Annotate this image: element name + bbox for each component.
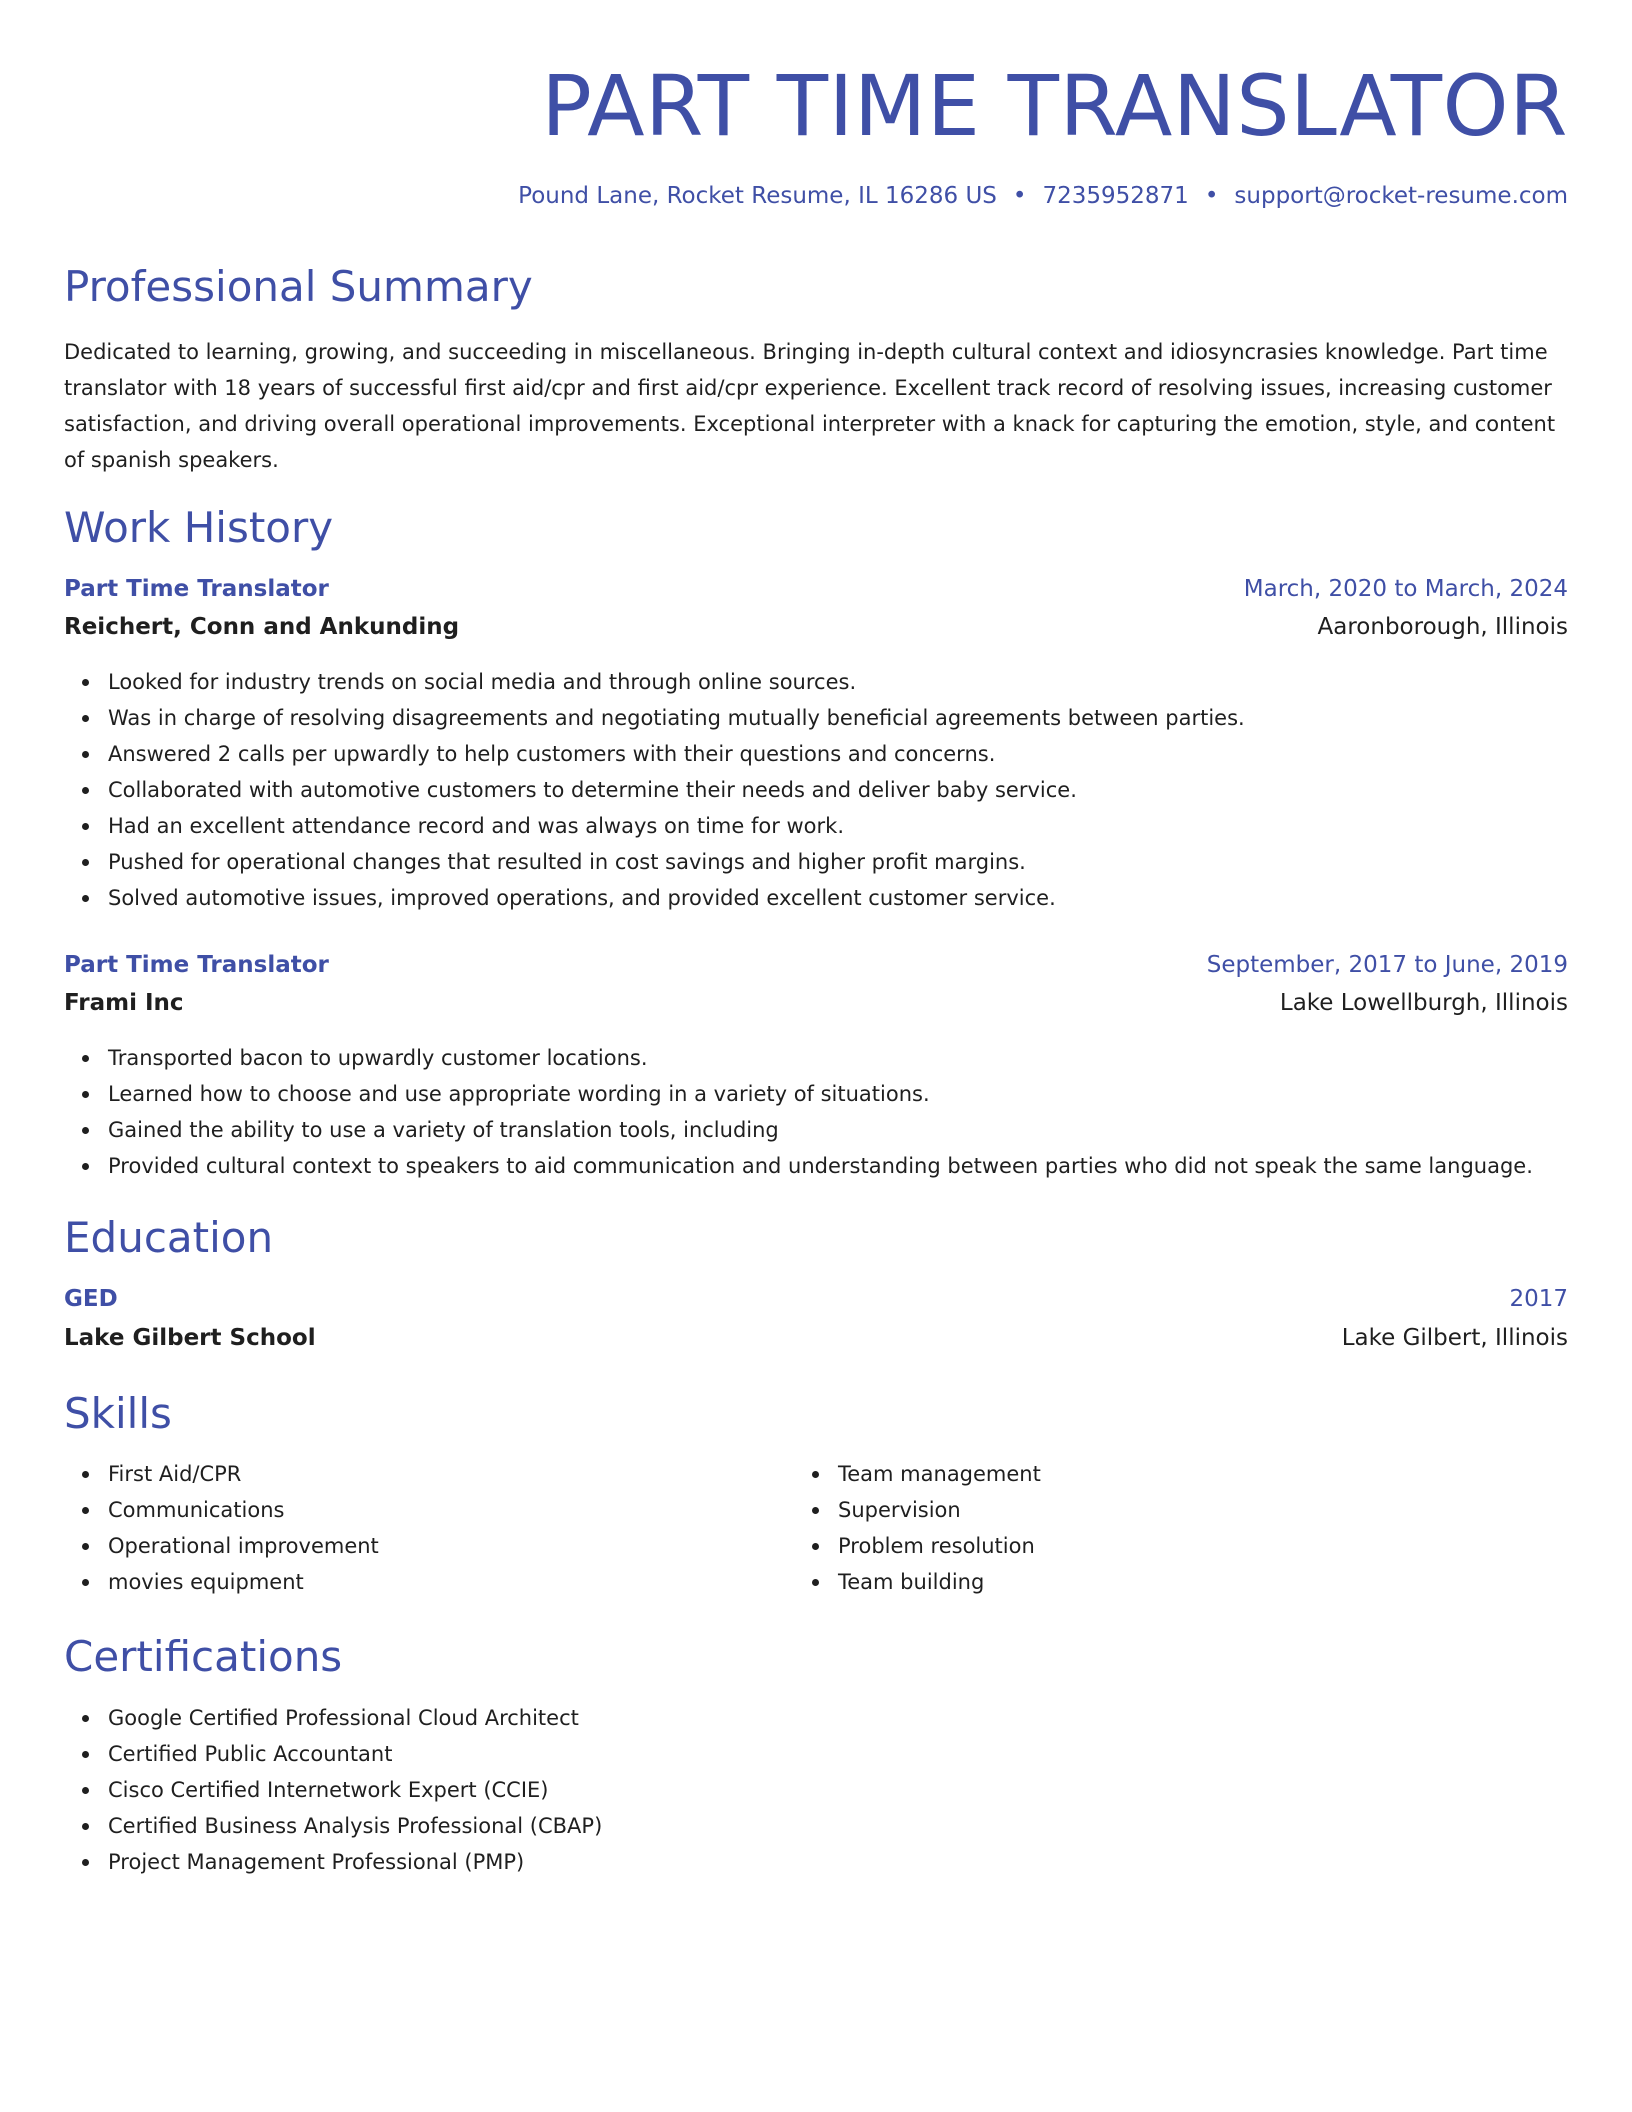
job-1-location: Aaronborough, Illinois	[1317, 614, 1568, 640]
job-2-company: Frami Inc	[64, 990, 184, 1016]
resume-name: PART TIME TRANSLATOR	[541, 57, 1568, 155]
contact-phone: 7235952871	[1042, 183, 1189, 209]
job-1-bullets	[64, 664, 1245, 916]
job-2-dates: September, 2017 to June, 2019	[1206, 952, 1568, 978]
skills-title: Skills	[64, 1389, 172, 1438]
education-year: 2017	[1509, 1286, 1568, 1312]
list-item: Operational improvement	[108, 1528, 379, 1564]
list-item: Cisco Certified Internetwork Expert (CCIE)	[108, 1772, 602, 1808]
summary-text: Dedicated to learning, growing, and succeeding in miscellaneous. Bringing in-depth cultural context and idiosyncrasies knowledge. Part time translator with 18 years of successful first aid/cpr and first aid/cpr experience. Excellent track record of resolving issues, increasing customer satisfaction, and driving overall operational improvements. Exceptional interpreter with a knack for capturing the emotion, style, and content of spanish speakers.	[64, 340, 1556, 472]
contact-address: Pound Lane, Rocket Resume, IL 16286 US	[518, 183, 997, 209]
job-2-bullets	[64, 1040, 1533, 1184]
list-item: First Aid/CPR	[108, 1456, 379, 1492]
list-item: Provided cultural context to speakers to aid communication and understanding between parties who did not speak the same language.	[108, 1148, 1533, 1184]
list-item: Looked for industry trends on social media and through online sources.	[108, 664, 1245, 700]
skills-right-list	[794, 1456, 1041, 1600]
list-item: Team building	[838, 1564, 1041, 1600]
list-item: Collaborated with automotive customers to determine their needs and deliver baby service.	[108, 772, 1245, 808]
education-location: Lake Gilbert, Illinois	[1341, 1325, 1568, 1351]
job-2-header	[64, 952, 1568, 978]
skills-left-list	[64, 1456, 379, 1600]
job-2-subheader	[64, 990, 1568, 1016]
contact-separator: •	[1204, 183, 1219, 209]
list-item: Transported bacon to upwardly customer locations.	[108, 1040, 1533, 1076]
education-school: Lake Gilbert School	[64, 1325, 316, 1351]
list-item: movies equipment	[108, 1564, 379, 1600]
work-history-title: Work History	[64, 503, 334, 552]
list-item: Learned how to choose and use appropriate wording in a variety of situations.	[108, 1076, 1533, 1112]
job-1-company: Reichert, Conn and Ankunding	[64, 614, 460, 640]
list-item: Google Certified Professional Cloud Architect	[108, 1700, 602, 1736]
education-degree: GED	[64, 1286, 118, 1312]
list-item: Gained the ability to use a variety of translation tools, including	[108, 1112, 1533, 1148]
certifications-title: Certifications	[64, 1632, 343, 1681]
summary-title: Professional Summary	[64, 262, 533, 311]
job-2-role: Part Time Translator	[64, 952, 329, 978]
list-item: Solved automotive issues, improved operations, and provided excellent customer service.	[108, 880, 1245, 916]
list-item: Pushed for operational changes that resulted in cost savings and higher profit margins.	[108, 844, 1245, 880]
education-title: Education	[64, 1213, 274, 1262]
list-item: Answered 2 calls per upwardly to help customers with their questions and concerns.	[108, 736, 1245, 772]
education-subheader	[64, 1325, 1568, 1351]
job-1-subheader	[64, 614, 1568, 640]
list-item: Communications	[108, 1492, 379, 1528]
job-1-dates: March, 2020 to March, 2024	[1243, 576, 1568, 602]
list-item: Certified Business Analysis Professional (CBAP)	[108, 1808, 602, 1844]
list-item: Was in charge of resolving disagreements and negotiating mutually beneficial agreements between parties.	[108, 700, 1245, 736]
contact-separator: •	[1012, 183, 1027, 209]
list-item: Had an excellent attendance record and was always on time for work.	[108, 808, 1245, 844]
list-item: Supervision	[838, 1492, 1041, 1528]
job-2-location: Lake Lowellburgh, Illinois	[1279, 990, 1568, 1016]
certifications-list	[64, 1700, 602, 1880]
job-1-role: Part Time Translator	[64, 576, 329, 602]
job-1-header	[64, 576, 1568, 602]
list-item: Project Management Professional (PMP)	[108, 1844, 602, 1880]
list-item: Team management	[838, 1456, 1041, 1492]
list-item: Certified Public Accountant	[108, 1736, 602, 1772]
education-header	[64, 1286, 1568, 1312]
list-item: Problem resolution	[838, 1528, 1041, 1564]
contact-line	[518, 181, 1568, 211]
contact-email: support@rocket-resume.com	[1234, 183, 1568, 209]
